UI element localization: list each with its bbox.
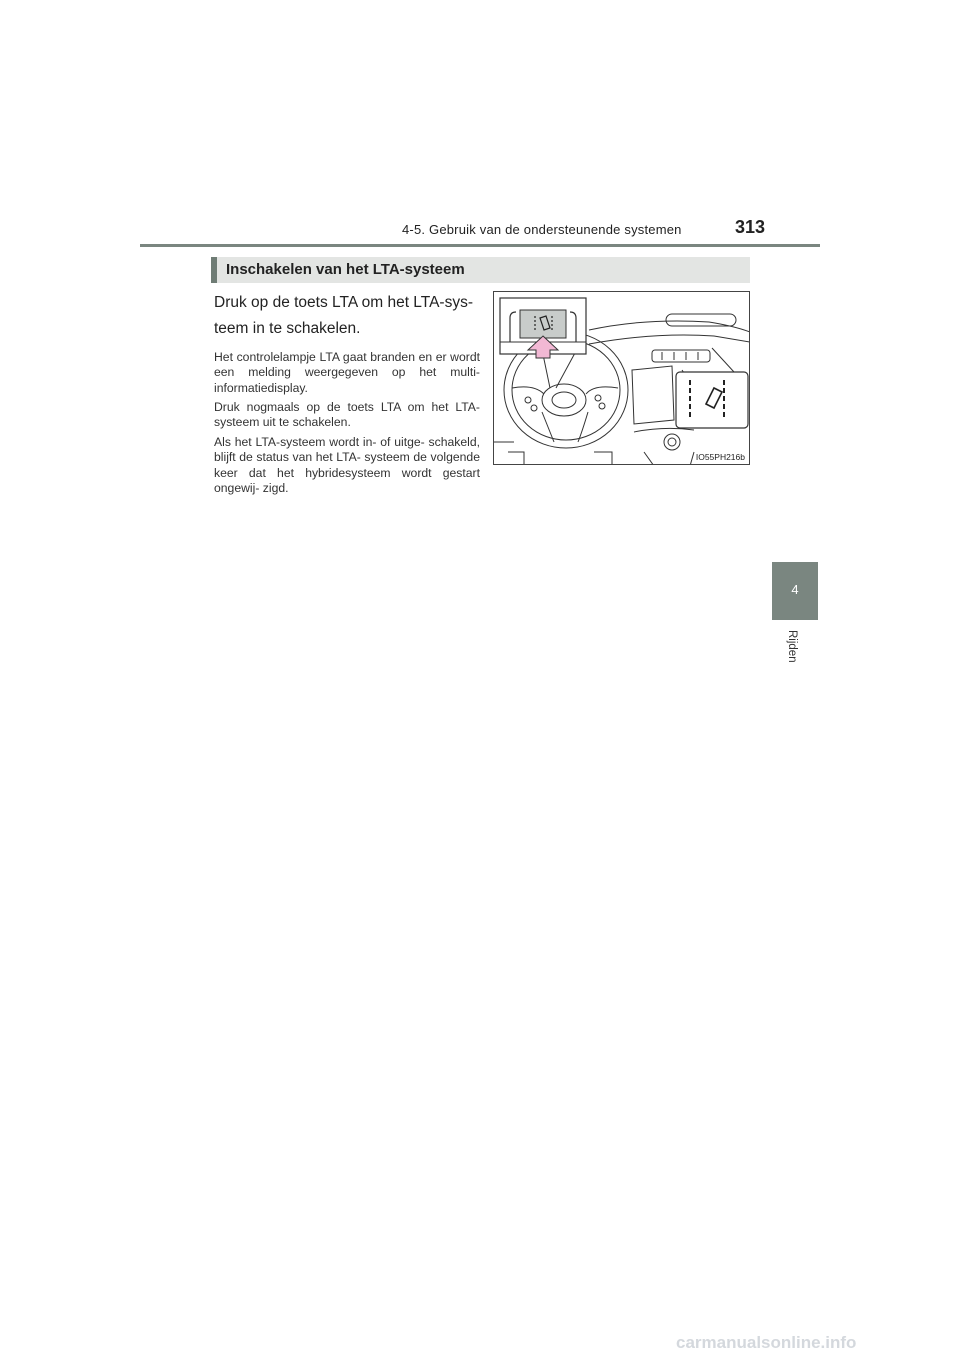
header-rule [140,244,820,247]
section-heading-bar [211,257,750,283]
section-heading-accent [211,257,217,283]
note-switch-off: Druk nogmaals op de toets LTA om het LTA-systeem uit te schakelen. [214,400,480,430]
chapter-number: 4 [791,582,799,597]
dashboard-drawing [494,292,750,465]
header-section-title: 4-5. Gebruik van de ondersteunende systemen [402,222,682,237]
chapter-side-label: Rijden [786,630,798,663]
chapter-tab[interactable] [772,562,818,620]
note-indicator-light: Het controlelampje LTA gaat branden en er wordt een melding weergegeven op het multi-informatiedisplay. [214,350,480,395]
figure-code: IO55PH216b [695,452,745,462]
section-heading-title: Inschakelen van het LTA-systeem [226,261,465,278]
watermark: carmanualsonline.info [676,1333,857,1352]
lead-instruction: Druk op de toets LTA om het LTA-sys- teem in te schakelen. [214,294,474,337]
note-state-retained: Als het LTA-systeem wordt in- of uitge- schakeld, blijft de status van het LTA- systeem de volgende keer dat het hybridesysteem wordt gestart ongewij- zigd. [214,435,480,496]
dashboard-illustration [493,291,750,465]
page-number: 313 [735,217,766,237]
